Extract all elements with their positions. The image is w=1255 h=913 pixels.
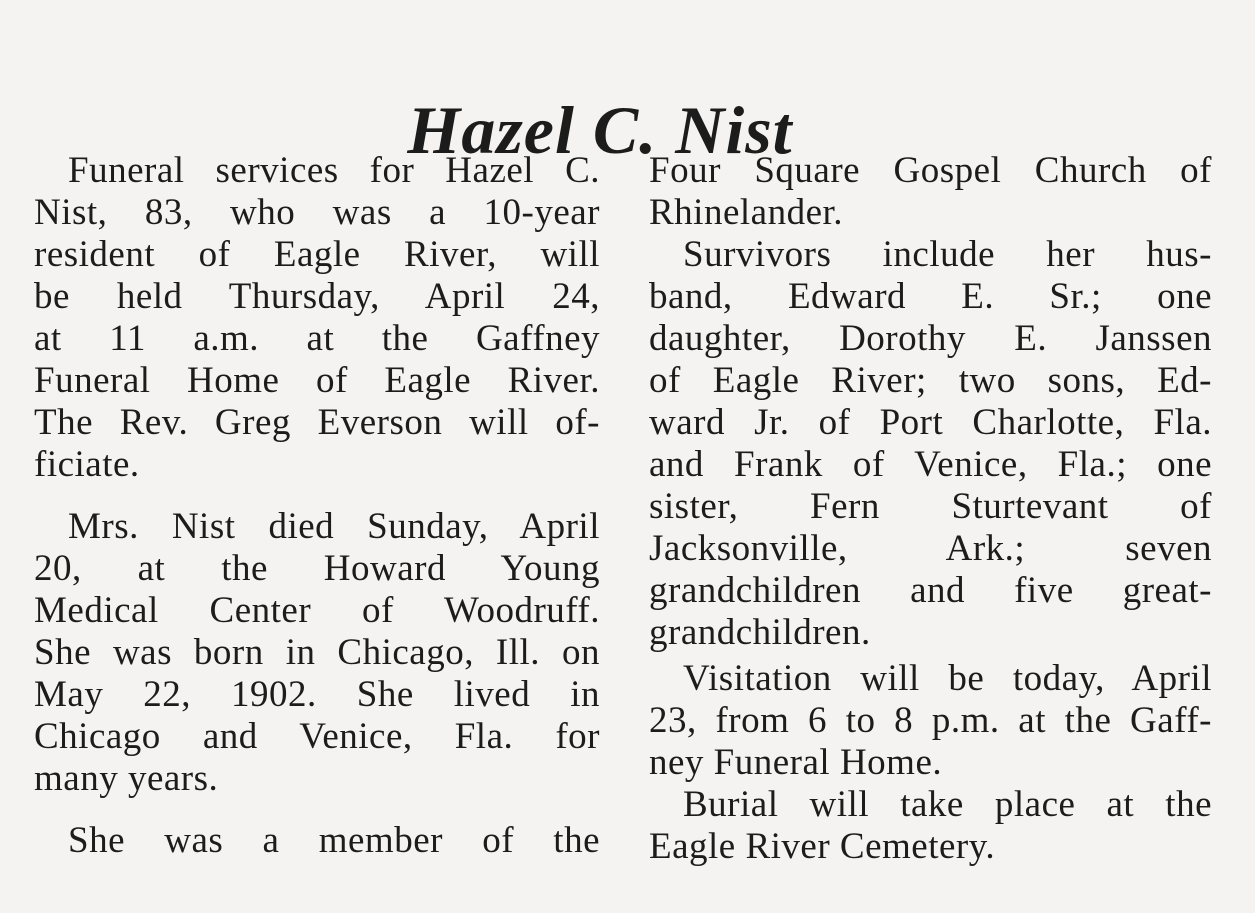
text-line: The Rev. Greg Everson will of-: [34, 402, 600, 443]
text-line: ward Jr. of Port Charlotte, Fla.: [649, 402, 1212, 443]
text-line: Funeral Home of Eagle River.: [34, 360, 600, 401]
text-line: She was a member of the: [68, 820, 600, 861]
text-line: Survivors include her hus-: [683, 234, 1212, 275]
text-line: and Frank of Venice, Fla.; one: [649, 444, 1212, 485]
left-column: [34, 150, 600, 862]
text-line: Visitation will be today, April: [683, 658, 1212, 699]
text-line: ney Funeral Home.: [649, 742, 943, 783]
text-line: Mrs. Nist died Sunday, April: [68, 506, 600, 547]
text-line: ficiate.: [34, 444, 140, 485]
right-column: [649, 150, 1212, 868]
text-line: She was born in Chicago, Ill. on: [34, 632, 600, 673]
text-line: Four Square Gospel Church of: [649, 150, 1212, 191]
text-line: Rhinelander.: [649, 192, 844, 233]
text-line: 23, from 6 to 8 p.m. at the Gaff-: [649, 700, 1212, 741]
text-line: Eagle River Cemetery.: [649, 826, 996, 867]
text-line: be held Thursday, April 24,: [34, 276, 600, 317]
headline: Hazel C. Nist: [407, 91, 793, 168]
text-line: Funeral services for Hazel C.: [68, 150, 600, 191]
paragraph-gap: [34, 486, 600, 506]
text-line: daughter, Dorothy E. Janssen: [649, 318, 1212, 359]
paragraph-gap: [34, 800, 600, 820]
text-line: band, Edward E. Sr.; one: [649, 276, 1212, 317]
text-line: 20, at the Howard Young: [34, 548, 600, 589]
text-line: Nist, 83, who was a 10-year: [34, 192, 600, 233]
text-line: sister, Fern Sturtevant of: [649, 486, 1212, 527]
text-line: Medical Center of Woodruff.: [34, 590, 600, 631]
text-line: grandchildren.: [649, 612, 871, 653]
text-line: many years.: [34, 758, 219, 799]
text-line: resident of Eagle River, will: [34, 234, 600, 275]
text-line: at 11 a.m. at the Gaffney: [34, 318, 600, 359]
text-line: grandchildren and five great-: [649, 570, 1212, 611]
text-line: Chicago and Venice, Fla. for: [34, 716, 600, 757]
text-line: Burial will take place at the: [683, 784, 1212, 825]
text-line: May 22, 1902. She lived in: [34, 674, 600, 715]
text-line: Jacksonville, Ark.; seven: [649, 528, 1212, 569]
text-line: of Eagle River; two sons, Ed-: [649, 360, 1212, 401]
